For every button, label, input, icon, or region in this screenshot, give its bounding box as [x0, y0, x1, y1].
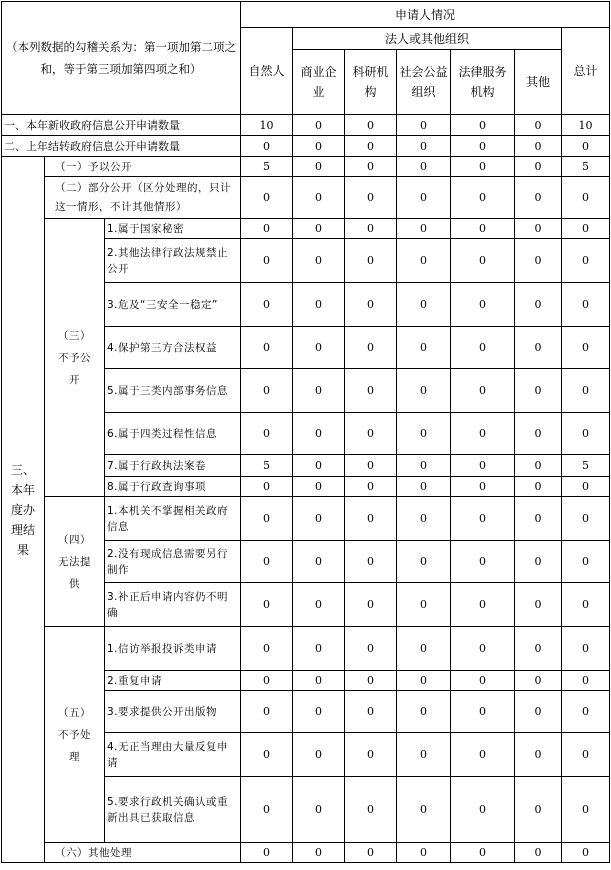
cell: 0	[562, 369, 610, 413]
cell: 0	[241, 733, 293, 777]
cell: 0	[397, 115, 451, 136]
cell: 0	[515, 541, 562, 583]
cell: 0	[397, 583, 451, 627]
cell: 0	[562, 541, 610, 583]
cell: 0	[345, 239, 397, 283]
cell: 0	[562, 177, 610, 219]
cell: 0	[515, 843, 562, 863]
cell: 0	[397, 497, 451, 541]
unable-item: 3.补正后申请内容仍不明确	[105, 583, 241, 627]
cell: 0	[451, 497, 515, 541]
cell: 0	[515, 177, 562, 219]
cell: 0	[345, 115, 397, 136]
cell: 0	[293, 541, 345, 583]
cell: 0	[241, 136, 293, 157]
cell: 0	[241, 627, 293, 671]
cell: 0	[562, 413, 610, 455]
other-process-label: （六）其他处理	[45, 843, 241, 863]
cell: 0	[562, 477, 610, 497]
cell: 0	[345, 219, 397, 239]
not-disclose-item: 8.属于行政查询事项	[105, 477, 241, 497]
cell: 0	[345, 843, 397, 863]
cell: 0	[293, 843, 345, 863]
cell: 0	[293, 777, 345, 843]
total-header: 总计	[562, 28, 610, 115]
cell: 0	[345, 455, 397, 477]
cell: 0	[293, 239, 345, 283]
cell: 0	[293, 733, 345, 777]
cell: 0	[345, 157, 397, 177]
cell: 0	[451, 583, 515, 627]
cell: 0	[241, 691, 293, 733]
disclose-label: （一）予以公开	[45, 157, 241, 177]
cell: 0	[397, 369, 451, 413]
other-header: 其他	[515, 50, 562, 115]
cell: 0	[562, 283, 610, 327]
cell: 0	[397, 413, 451, 455]
cell: 0	[515, 283, 562, 327]
cell: 0	[293, 627, 345, 671]
unable-label: （四）无法提供	[45, 497, 105, 627]
cell: 0	[397, 455, 451, 477]
cell: 0	[345, 413, 397, 455]
not-process-item: 5.要求行政机关确认或重新出具已获取信息	[105, 777, 241, 843]
cell: 5	[241, 455, 293, 477]
cell: 0	[241, 283, 293, 327]
cell: 0	[515, 733, 562, 777]
cell: 0	[515, 369, 562, 413]
cell: 0	[562, 733, 610, 777]
cell: 0	[293, 115, 345, 136]
cell: 0	[562, 136, 610, 157]
cell: 0	[241, 777, 293, 843]
cell: 0	[515, 477, 562, 497]
cell: 0	[397, 177, 451, 219]
cell: 0	[241, 327, 293, 369]
cell: 0	[241, 541, 293, 583]
cell: 0	[562, 627, 610, 671]
cell: 0	[241, 239, 293, 283]
cell: 0	[397, 157, 451, 177]
not-disclose-item: 6.属于四类过程性信息	[105, 413, 241, 455]
cell: 0	[397, 239, 451, 283]
cell: 0	[241, 219, 293, 239]
cell: 0	[397, 671, 451, 691]
row1-label: 一、本年新收政府信息公开申请数量	[2, 115, 241, 136]
cell: 0	[515, 627, 562, 671]
not-disclose-item: 3.危及“三安全一稳定”	[105, 283, 241, 327]
cell: 0	[293, 583, 345, 627]
cell: 10	[562, 115, 610, 136]
cell: 0	[345, 691, 397, 733]
cell: 0	[345, 327, 397, 369]
cell: 0	[397, 843, 451, 863]
legal-group-header: 法人或其他组织	[293, 28, 562, 50]
cell: 0	[345, 177, 397, 219]
cell: 0	[241, 671, 293, 691]
cell: 0	[451, 327, 515, 369]
cell: 0	[345, 369, 397, 413]
cell: 0	[451, 115, 515, 136]
row2-label: 二、上年结转政府信息公开申请数量	[2, 136, 241, 157]
cell: 5	[241, 157, 293, 177]
not-disclose-item: 7.属于行政执法案卷	[105, 455, 241, 477]
info-disclosure-table	[1, 1, 610, 863]
cell: 0	[241, 177, 293, 219]
cell: 0	[293, 477, 345, 497]
cell: 0	[562, 239, 610, 283]
commercial-header: 商业企业	[293, 50, 345, 115]
cell: 0	[515, 497, 562, 541]
cell: 0	[515, 671, 562, 691]
not-process-item: 1.信访举报投诉类申请	[105, 627, 241, 671]
cell: 0	[293, 369, 345, 413]
cell: 0	[397, 691, 451, 733]
cell: 0	[515, 583, 562, 627]
cell: 0	[515, 239, 562, 283]
cell: 0	[515, 455, 562, 477]
legal-service-header: 法律服务机构	[451, 50, 515, 115]
cell: 0	[562, 327, 610, 369]
cell: 0	[345, 671, 397, 691]
cell: 0	[345, 583, 397, 627]
cell: 0	[293, 219, 345, 239]
cell: 0	[241, 497, 293, 541]
cell: 0	[515, 327, 562, 369]
cell: 0	[241, 369, 293, 413]
cell: 0	[397, 283, 451, 327]
cell: 0	[451, 219, 515, 239]
cell: 0	[345, 777, 397, 843]
cell: 0	[397, 777, 451, 843]
cell: 0	[515, 115, 562, 136]
cell: 0	[345, 136, 397, 157]
cell: 0	[451, 671, 515, 691]
cell: 0	[562, 843, 610, 863]
cell: 0	[293, 177, 345, 219]
cell: 0	[345, 541, 397, 583]
cell: 0	[345, 733, 397, 777]
natural-person-header: 自然人	[241, 28, 293, 115]
cell: 0	[451, 283, 515, 327]
cell: 0	[397, 477, 451, 497]
cell: 0	[241, 843, 293, 863]
not-disclose-item: 1.属于国家秘密	[105, 219, 241, 239]
cell: 0	[562, 497, 610, 541]
cell: 0	[562, 671, 610, 691]
cell: 0	[451, 691, 515, 733]
cell: 5	[562, 455, 610, 477]
section3-label: 三、本年度办理结果	[2, 157, 45, 863]
cell: 0	[241, 583, 293, 627]
not-disclose-item: 5.属于三类内部事务信息	[105, 369, 241, 413]
cell: 0	[451, 541, 515, 583]
cell: 0	[345, 497, 397, 541]
unable-item: 2.没有现成信息需要另行制作	[105, 541, 241, 583]
cell: 0	[515, 136, 562, 157]
not-process-label: （五）不予处理	[45, 627, 105, 843]
cell: 0	[451, 477, 515, 497]
cell: 0	[345, 627, 397, 671]
cell: 0	[451, 627, 515, 671]
cell: 0	[241, 413, 293, 455]
cell: 0	[293, 327, 345, 369]
cell: 0	[451, 157, 515, 177]
cell: 0	[562, 777, 610, 843]
cell: 0	[345, 283, 397, 327]
cell: 0	[293, 455, 345, 477]
cell: 0	[451, 733, 515, 777]
cell: 0	[515, 157, 562, 177]
relation-note: （本列数据的勾稽关系为：第一项加第二项之和，等于第三项加第四项之和）	[2, 2, 241, 115]
cell: 0	[241, 477, 293, 497]
applicant-header: 申请人情况	[241, 2, 610, 28]
cell: 10	[241, 115, 293, 136]
not-disclose-item: 4.保护第三方合法权益	[105, 327, 241, 369]
research-header: 科研机构	[345, 50, 397, 115]
cell: 0	[515, 691, 562, 733]
not-process-item: 3.要求提供公开出版物	[105, 691, 241, 733]
cell: 0	[293, 136, 345, 157]
cell: 0	[397, 627, 451, 671]
cell: 5	[562, 157, 610, 177]
cell: 0	[515, 777, 562, 843]
cell: 0	[293, 691, 345, 733]
unable-item: 1.本机关不掌握相关政府信息	[105, 497, 241, 541]
cell: 0	[293, 497, 345, 541]
not-process-item: 4.无正当理由大量反复申请	[105, 733, 241, 777]
cell: 0	[451, 413, 515, 455]
cell: 0	[397, 327, 451, 369]
cell: 0	[515, 219, 562, 239]
partial-label: （二）部分公开（区分处理的，只计这一情形，不计其他情形）	[45, 177, 241, 219]
not-disclose-label: （三）不予公开	[45, 219, 105, 497]
cell: 0	[293, 283, 345, 327]
not-process-item: 2.重复申请	[105, 671, 241, 691]
cell: 0	[451, 369, 515, 413]
cell: 0	[397, 733, 451, 777]
cell: 0	[451, 455, 515, 477]
cell: 0	[451, 177, 515, 219]
cell: 0	[451, 777, 515, 843]
cell: 0	[515, 413, 562, 455]
cell: 0	[451, 136, 515, 157]
cell: 0	[397, 219, 451, 239]
cell: 0	[397, 541, 451, 583]
cell: 0	[562, 691, 610, 733]
cell: 0	[451, 239, 515, 283]
cell: 0	[451, 843, 515, 863]
cell: 0	[562, 219, 610, 239]
cell: 0	[345, 477, 397, 497]
cell: 0	[293, 157, 345, 177]
cell: 0	[293, 671, 345, 691]
cell: 0	[397, 136, 451, 157]
not-disclose-item: 2.其他法律行政法规禁止公开	[105, 239, 241, 283]
cell: 0	[562, 583, 610, 627]
public-org-header: 社会公益组织	[397, 50, 451, 115]
cell: 0	[293, 413, 345, 455]
